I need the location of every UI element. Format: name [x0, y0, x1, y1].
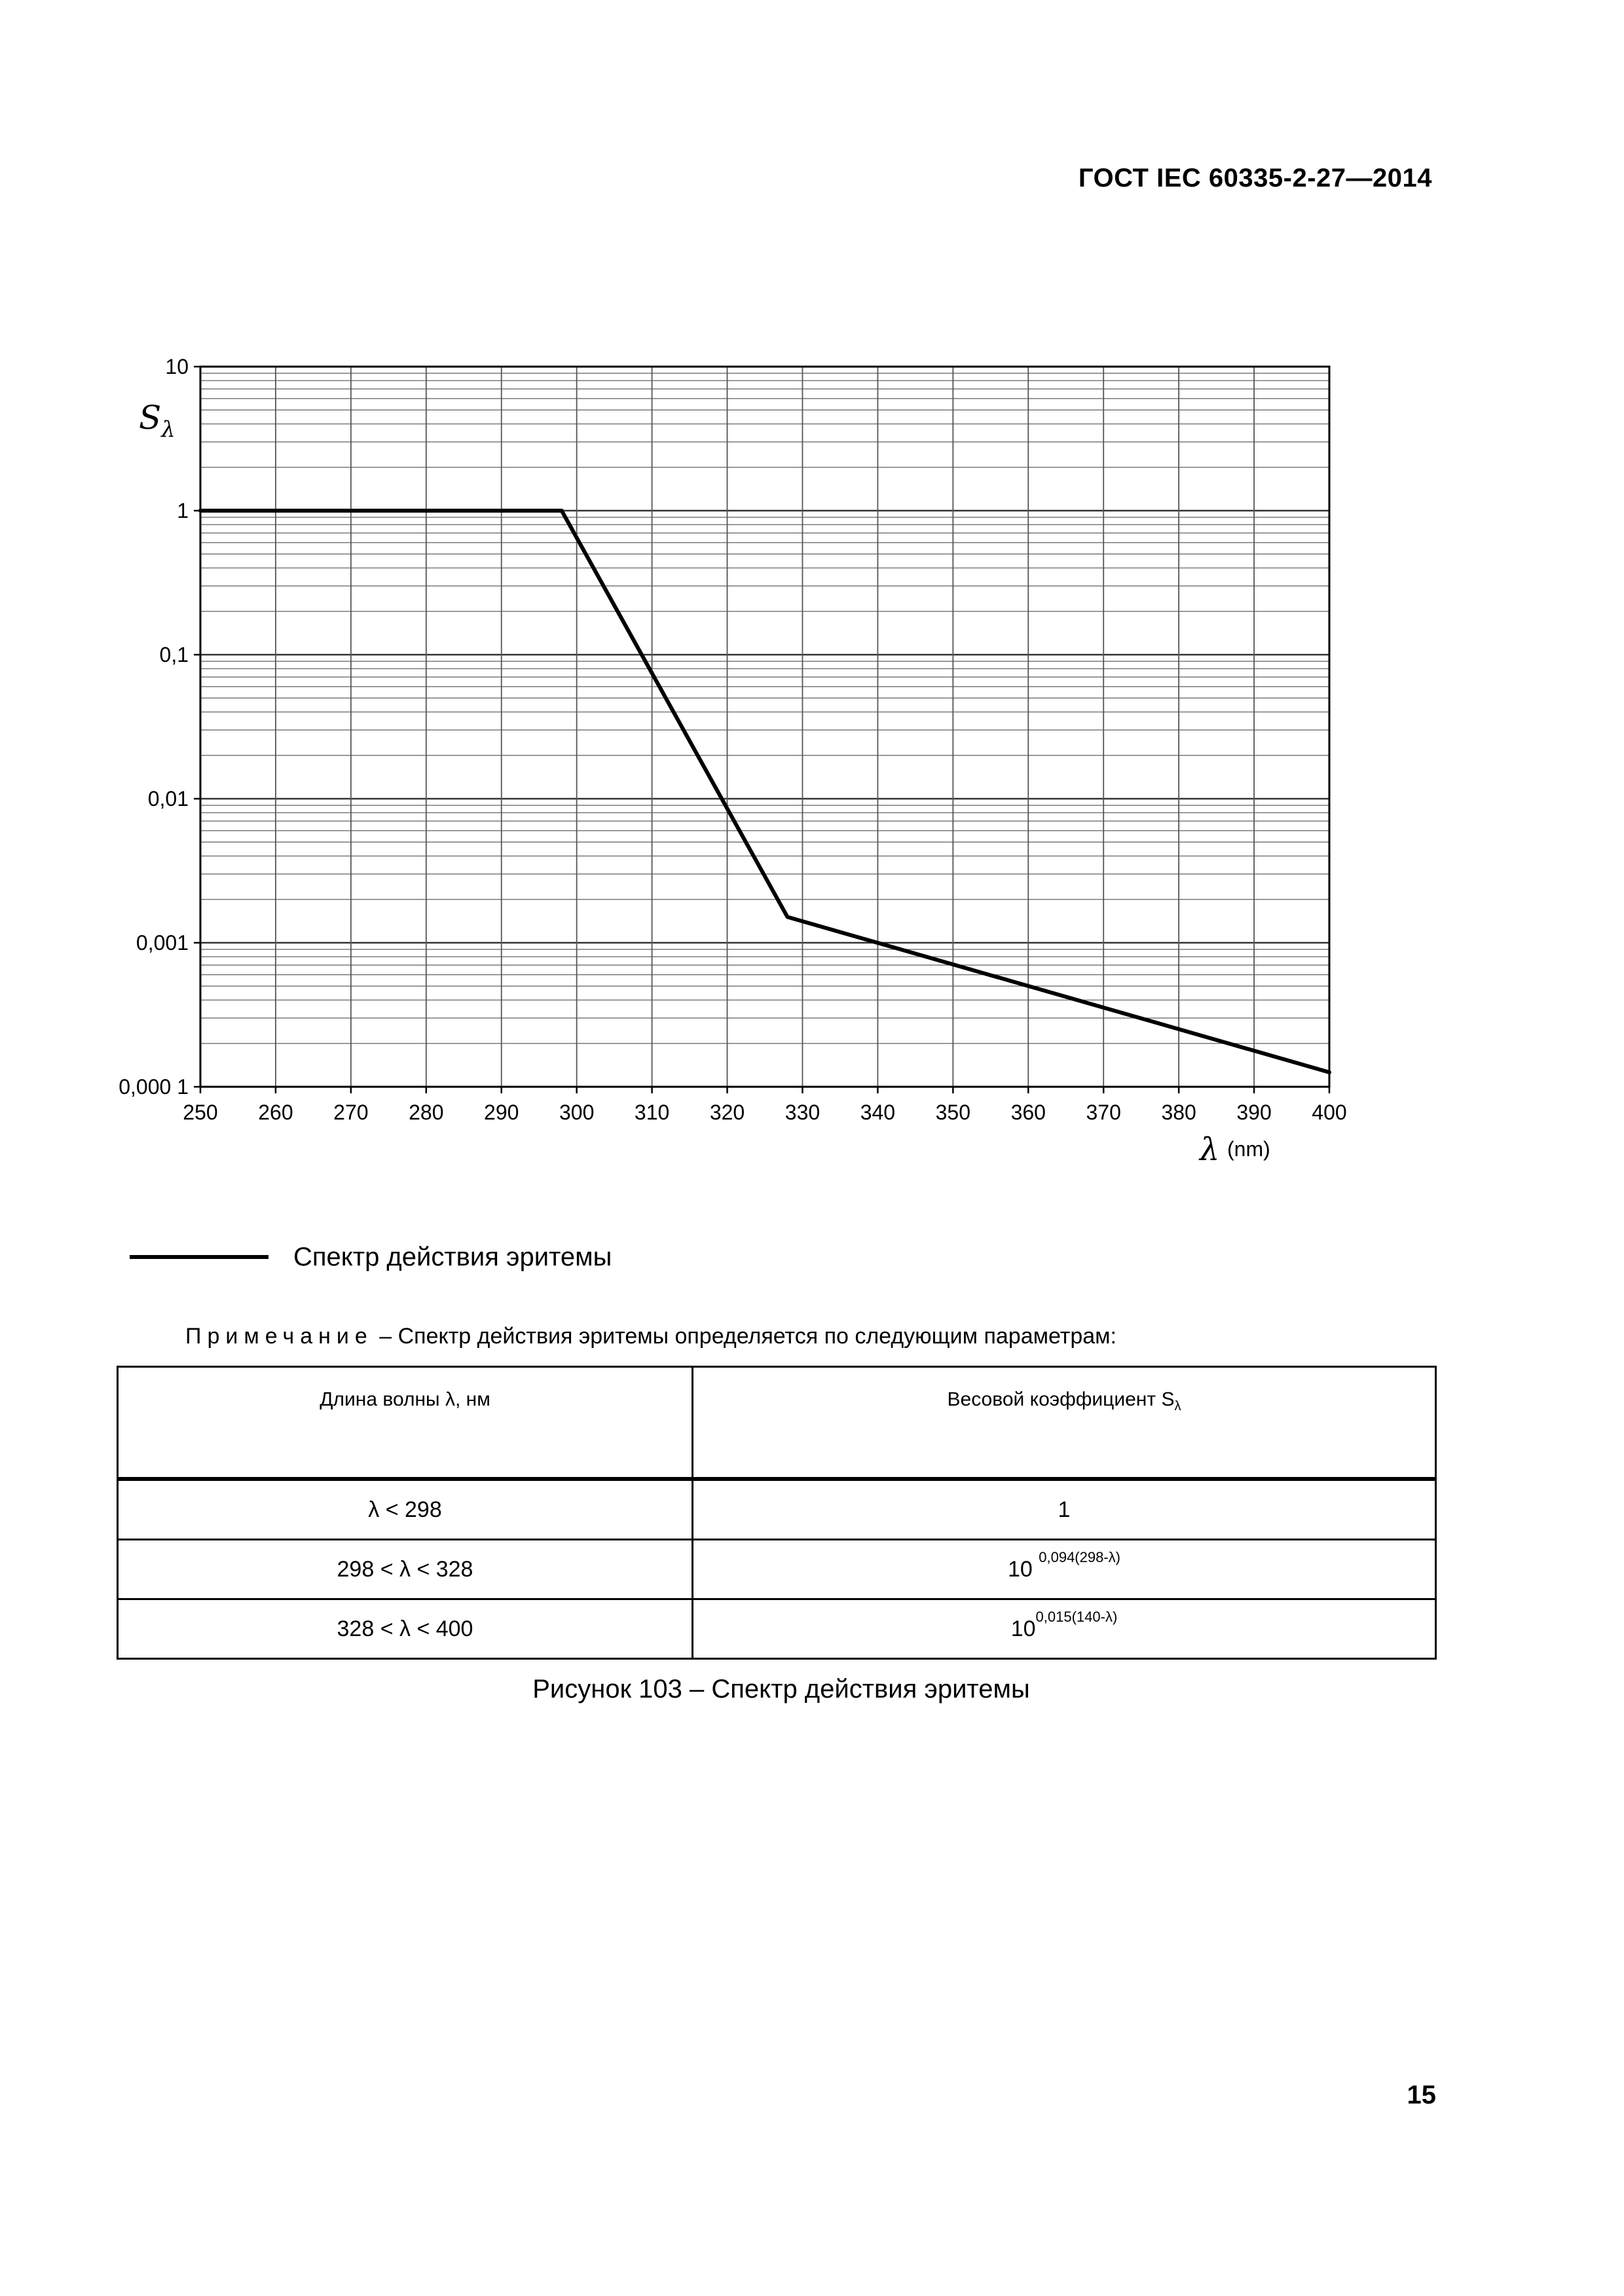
- x-tick-label: 390: [1236, 1101, 1272, 1124]
- legend-label: Спектр действия эритемы: [293, 1242, 612, 1271]
- plot-frame: [200, 367, 1329, 1087]
- document-code: ГОСТ IEC 60335-2-27—2014: [1078, 164, 1432, 192]
- header-wavelength: Длина волны λ, нм: [118, 1367, 693, 1480]
- note-paragraph: [185, 1324, 1116, 1349]
- note-prefix: Примечание: [185, 1324, 373, 1349]
- cell-weight: 1: [693, 1479, 1436, 1540]
- x-tick-label: 320: [709, 1101, 745, 1124]
- table-header-row: [118, 1367, 1436, 1480]
- chart-legend: [130, 1237, 612, 1277]
- x-tick-label: 370: [1086, 1101, 1121, 1124]
- series-layer: [200, 511, 1329, 1072]
- x-tick-label: 260: [258, 1101, 293, 1124]
- x-tick-label: 340: [860, 1101, 896, 1124]
- table-row: [118, 1599, 1436, 1659]
- cell-range: 328 < λ < 400: [118, 1599, 693, 1659]
- x-tick-label: 350: [935, 1101, 971, 1124]
- header-weight: Весовой коэффициент $S_\lambda$: [693, 1367, 1436, 1480]
- series-line-erythema: [200, 511, 1329, 1072]
- x-tick-label: 280: [409, 1101, 444, 1124]
- parameters-table: [117, 1366, 1437, 1660]
- x-tick-label: 330: [784, 1101, 821, 1124]
- x-axis-label: λ: [1200, 1131, 1220, 1168]
- y-tick-label: 0,1: [159, 643, 189, 666]
- y-tick-label: 0,000 1: [119, 1075, 189, 1099]
- cell-range: 298 < λ < 328: [118, 1540, 693, 1599]
- y-tick-labels: [119, 355, 189, 1099]
- x-axis-unit: (nm): [1227, 1137, 1270, 1161]
- x-tick-label: 290: [484, 1101, 519, 1124]
- x-tick-label: 250: [183, 1101, 218, 1124]
- legend-line-sample: [130, 1255, 268, 1259]
- x-tick-label: 400: [1312, 1101, 1347, 1124]
- y-tick-label: 1: [177, 499, 189, 522]
- figure-caption: Рисунок 103 – Спектр действия эритемы: [532, 1675, 1030, 1704]
- x-tick-label: 300: [559, 1101, 595, 1124]
- y-tick-label: 0,01: [147, 787, 189, 811]
- cell-range: λ < 298: [118, 1479, 693, 1540]
- plot-border: [200, 367, 1329, 1087]
- table-row: [118, 1479, 1436, 1540]
- table-row: [118, 1540, 1436, 1599]
- x-tick-label: 270: [333, 1101, 369, 1124]
- note-text: – Спектр действия эритемы определяется по следующим параметрам:: [373, 1324, 1116, 1349]
- x-tick-labels: [183, 1101, 1346, 1124]
- cell-weight: $10^{0,015(140-\lambda)}$: [693, 1599, 1436, 1659]
- x-tick-label: 360: [1010, 1101, 1046, 1124]
- page-number: 15: [1407, 2081, 1436, 2109]
- x-tick-label: 310: [634, 1101, 670, 1124]
- y-tick-label: 10: [165, 355, 189, 378]
- x-tick-label: 380: [1161, 1101, 1196, 1124]
- y-tick-label: 0,001: [136, 931, 189, 955]
- cell-weight: 10 $^{0,094(298-\lambda)}$: [693, 1540, 1436, 1599]
- y-axis-label: $S_\lambda$: [139, 399, 175, 443]
